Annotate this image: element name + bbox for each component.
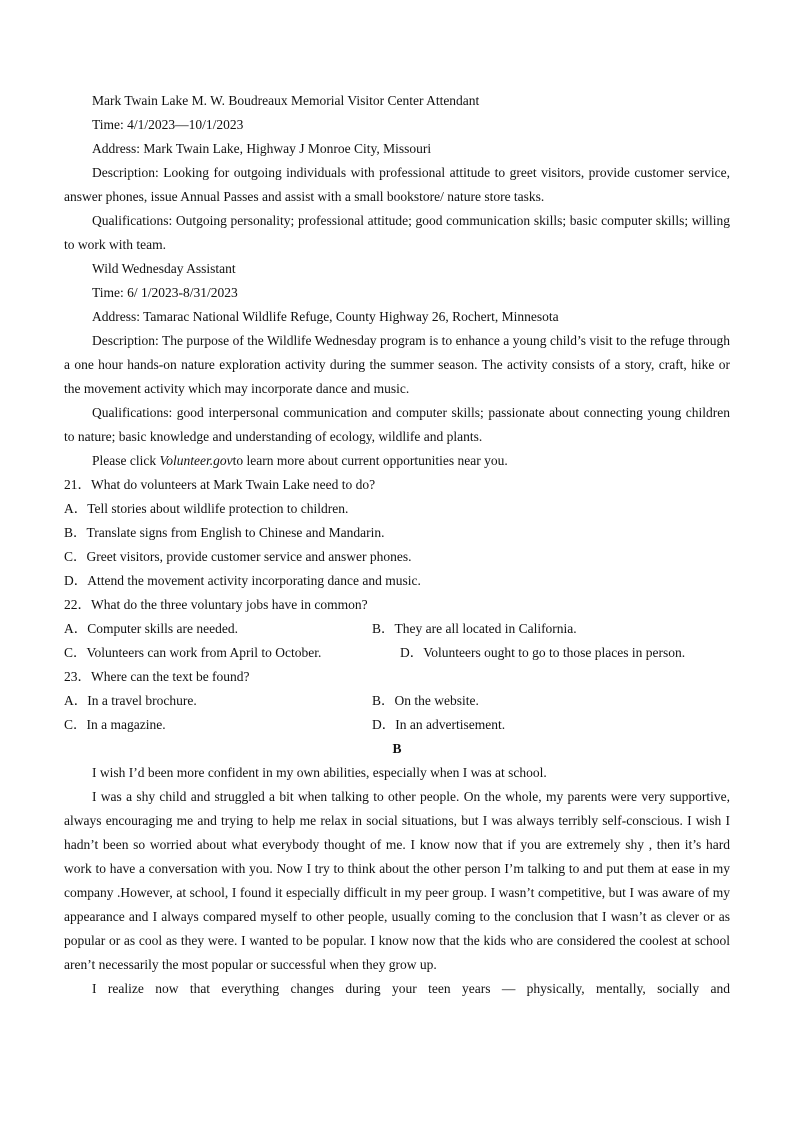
q22-options-row-2 <box>64 641 730 665</box>
q23-option-c: C．In a magazine. <box>64 717 166 732</box>
job2-address: Address: Tamarac National Wildlife Refuge, County Highway 26, Rochert, Minnesota <box>92 309 559 324</box>
passage-b-paragraph-1: I wish I’d been more confident in my own abilities, especially when I was at school. <box>92 765 547 780</box>
job1-time: Time: 4/1/2023—10/1/2023 <box>92 117 244 132</box>
q23-options-row-1 <box>64 689 730 713</box>
q22-option-c: C．Volunteers can work from April to October. <box>64 645 322 660</box>
q22-options-row-1 <box>64 617 730 641</box>
q22-option-b: B．They are all located in California. <box>372 621 577 636</box>
section-heading-b: B <box>392 741 402 756</box>
passage-b-paragraph-3: I realize now that everything changes during your teen years — physically, mentally, socially and <box>92 981 730 996</box>
job2-time: Time: 6/ 1/2023-8/31/2023 <box>92 285 238 300</box>
job2-qualifications: Qualifications: good interpersonal communication and computer skills; passionate about connecting young children to nature; basic knowledge and understanding of ecology, wildlife and plants. <box>64 405 730 444</box>
q21-option-b: B．Translate signs from English to Chinese and Mandarin. <box>64 525 385 540</box>
q23-option-b: B．On the website. <box>372 693 479 708</box>
q23-option-a: A．In a travel brochure. <box>64 693 197 708</box>
job2-description: Description: The purpose of the Wildlife Wednesday program is to enhance a young child’s visit to the refuge through a one hour hands-on nature exploration activity during the summer season. The activity consists of a story, craft, hike or the movement activity which may incorporate dance and music. <box>64 333 730 396</box>
q21-option-d: D．Attend the movement activity incorporating dance and music. <box>64 573 421 588</box>
job1-address: Address: Mark Twain Lake, Highway J Monroe City, Missouri <box>92 141 432 156</box>
job1-title: Mark Twain Lake M. W. Boudreaux Memorial Visitor Center Attendant <box>92 93 480 108</box>
q22-option-d: D．Volunteers ought to go to those places in person. <box>400 645 686 660</box>
closing-line <box>64 449 730 473</box>
q22-stem: 22．What do the three voluntary jobs have in common? <box>64 597 368 612</box>
document-page <box>64 89 730 1001</box>
job2-title: Wild Wednesday Assistant <box>92 261 236 276</box>
closing-suffix: to learn more about current opportunities near you. <box>232 453 508 468</box>
job1-qualifications: Qualifications: Outgoing personality; professional attitude; good communication skills; basic computer skills; willing to work with team. <box>64 213 730 252</box>
passage-b-paragraph-2: I was a shy child and struggled a bit when talking to other people. On the whole, my parents were very supportive, always encouraging me and trying to help me relax in social situations, but I was always terribly self-conscious. I wish I hadn’t been so worried about what everybody thought of me. I know now that if you are extremely shy , then it’s hard work to have a conversation with you. Now I try to think about the other person I’m talking to and put them at ease in my company .However, at school, I found it especially difficult in my peer group. I wasn’t competitive, but I was aware of my appearance and I always compared myself to other people, usually coming to the conclusion that I wasn’t as clever or as popular or as cool as they were. I wanted to be popular. I know now that the kids who are considered the coolest at school aren’t necessarily the most popular or successful when they grow up. <box>64 789 730 972</box>
q21-option-a: A．Tell stories about wildlife protection to children. <box>64 501 349 516</box>
q21-stem: 21．What do volunteers at Mark Twain Lake need to do? <box>64 477 376 492</box>
q23-stem: 23．Where can the text be found? <box>64 669 250 684</box>
volunteer-gov-link[interactable]: Volunteer.gov <box>159 453 233 468</box>
closing-prefix: Please click <box>92 453 160 468</box>
q21-option-c: C．Greet visitors, provide customer service and answer phones. <box>64 549 412 564</box>
q23-options-row-2 <box>64 713 730 737</box>
job1-description: Description: Looking for outgoing individuals with professional attitude to greet visitors, provide customer service, answer phones, issue Annual Passes and assist with a small bookstore/ nature store tasks. <box>64 165 730 204</box>
q22-option-a: A．Computer skills are needed. <box>64 621 238 636</box>
q23-option-d: D．In an advertisement. <box>372 717 506 732</box>
